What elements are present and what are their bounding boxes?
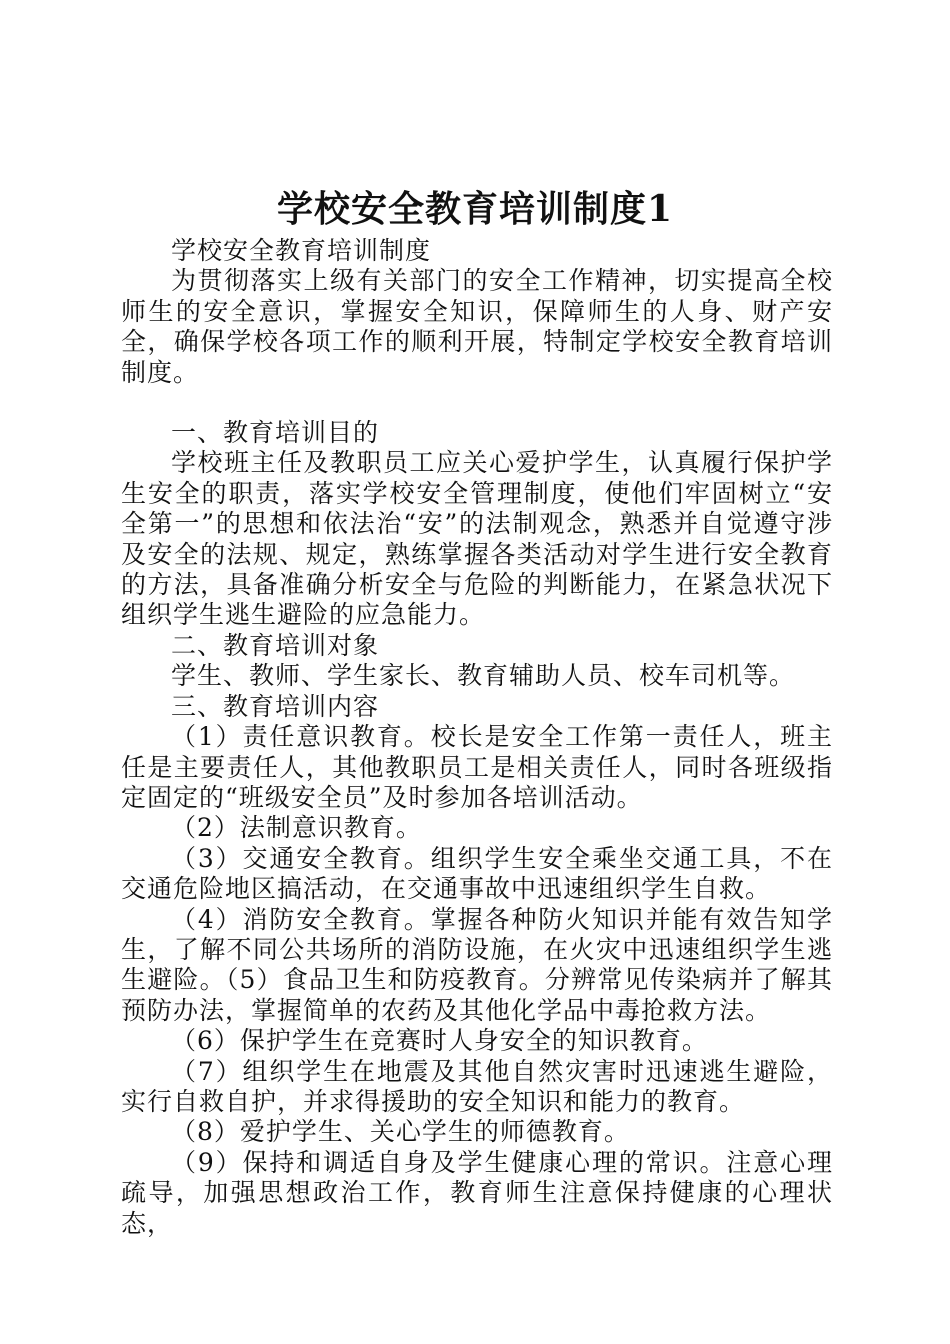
list-item-legal: （2）法制意识教育。 [171, 813, 422, 843]
list-item-disaster: （7）组织学生在地震及其他自然灾害时迅速逃生避险，实行自救自护，并求得援助的安全知识和能力的教育。 [121, 1056, 833, 1116]
paragraph-purpose: 学校班主任及教职员工应关心爱护学生，认真履行保护学生安全的职责，落实学校安全管理制度，使他们牢固树立“安全第一”的思想和依法治“安”的法制观念，熟悉并自觉遵守涉及安全的法规、规定，熟练掌握各类活动对学生进行安全教育的方法，具备准确分析安全与危险的判断能力，在紧急状况下组织学生逃生避险的应急能力。 [121, 448, 833, 630]
list-item-traffic: （3）交通安全教育。组织学生安全乘坐交通工具，不在交通危险地区搞活动，在交通事故中迅速组织学生自救。 [121, 843, 833, 904]
section-heading-purpose: 一、教育培训目的 [171, 418, 380, 448]
paragraph-subtitle: 学校安全教育培训制度 [171, 236, 432, 265]
paragraph-blank [121, 388, 833, 418]
list-item-competition: （6）保护学生在竞赛时人身安全的知识教育。 [171, 1026, 708, 1056]
section-heading-content: 三、教育培训内容 [171, 691, 380, 721]
document-body [121, 236, 833, 1239]
list-item-ethics: （8）爱护学生、关心学生的师德教育。 [171, 1117, 630, 1147]
document-title: 学校安全教育培训制度1 [276, 188, 674, 230]
list-item-fire-food: （4）消防安全教育。掌握各种防火知识并能有效告知学生，了解不同公共场所的消防设施，在火灾中迅速组织学生逃生避险。（5）食品卫生和防疫教育。分辨常见传染病并了解其预防办法，掌握简单的农药及其他化学品中毒抢救方法。 [121, 904, 833, 1025]
paragraph-intro: 为贯彻落实上级有关部门的安全工作精神，切实提高全校师生的安全意识，掌握安全知识，保障师生的人身、财产安全，确保学校各项工作的顺利开展，特制定学校安全教育培训制度。 [121, 266, 833, 387]
section-heading-targets: 二、教育培训对象 [171, 630, 380, 660]
paragraph-targets: 学生、教师、学生家长、教育辅助人员、校车司机等。 [171, 661, 796, 691]
list-item-responsibility: （1）责任意识教育。校长是安全工作第一责任人，班主任是主要责任人，其他教职员工是相关责任人，同时各班级指定固定的“班级安全员”及时参加各培训活动。 [121, 722, 833, 812]
list-item-psychology: （9）保持和调适自身及学生健康心理的常识。注意心理疏导，加强思想政治工作，教育师生注意保持健康的心理状态， [121, 1147, 833, 1238]
